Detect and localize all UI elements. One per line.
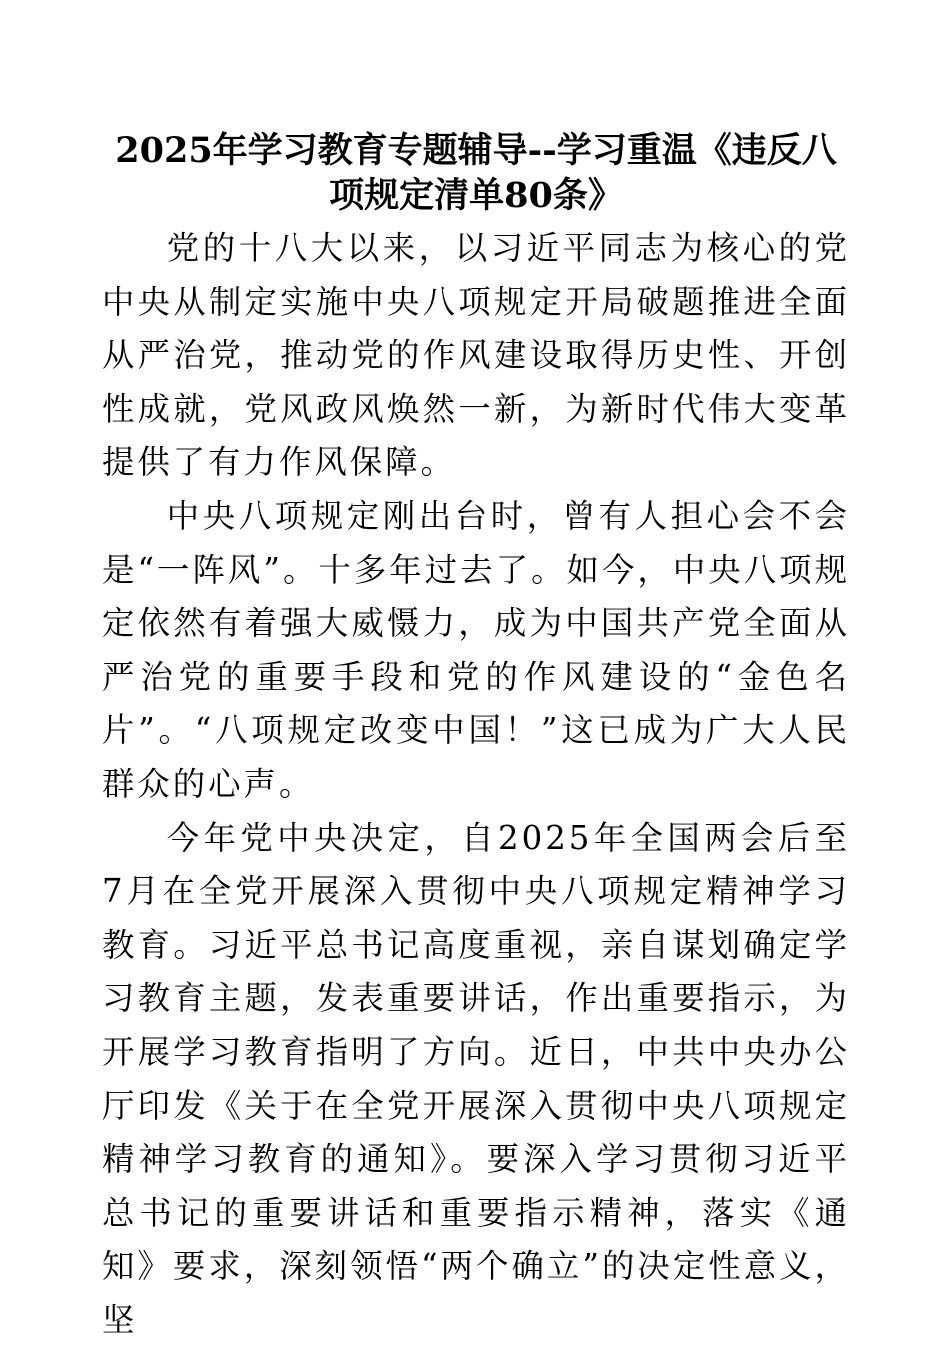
paragraph-3: 今年党中央决定，自2025年全国两会后至7月在全党开展深入贯彻中央八项规定精神学习教育。习近平总书记高度重视，亲自谋划确定学习教育主题，发表重要讲话，作出重要指示，为开展学习教育指明了方向。近日，中共中央办公厅印发《关于在全党开展深入贯彻中央八项规定精神学习教育的通知》。要深入学习贯彻习近平总书记的重要讲话和重要指示精神，落实《通知》要求，深刻领悟“两个确立”的决定性意义，坚: [102, 818, 850, 1339]
document-body: [102, 222, 850, 1347]
document-page: [102, 128, 850, 1347]
paragraph-1: 党的十八大以来，以习近平同志为核心的党中央从制定实施中央八项规定开局破题推进全面从严治党，推动党的作风建设取得历史性、开创性成就，党风政风焕然一新，为新时代伟大变革提供了有力作风保障。: [102, 229, 850, 482]
paragraph-2: 中央八项规定刚出台时，曾有人担心会不会是“一阵风”。十多年过去了。如今，中央八项规定依然有着强大威慑力，成为中国共产党全面从严治党的重要手段和党的作风建设的“金色名片”。“八项规定改变中国！”这已成为广大人民群众的心声。: [102, 496, 850, 803]
document-title: 2025年学习教育专题辅导--学习重温《违反八项规定清单80条》: [115, 130, 837, 216]
